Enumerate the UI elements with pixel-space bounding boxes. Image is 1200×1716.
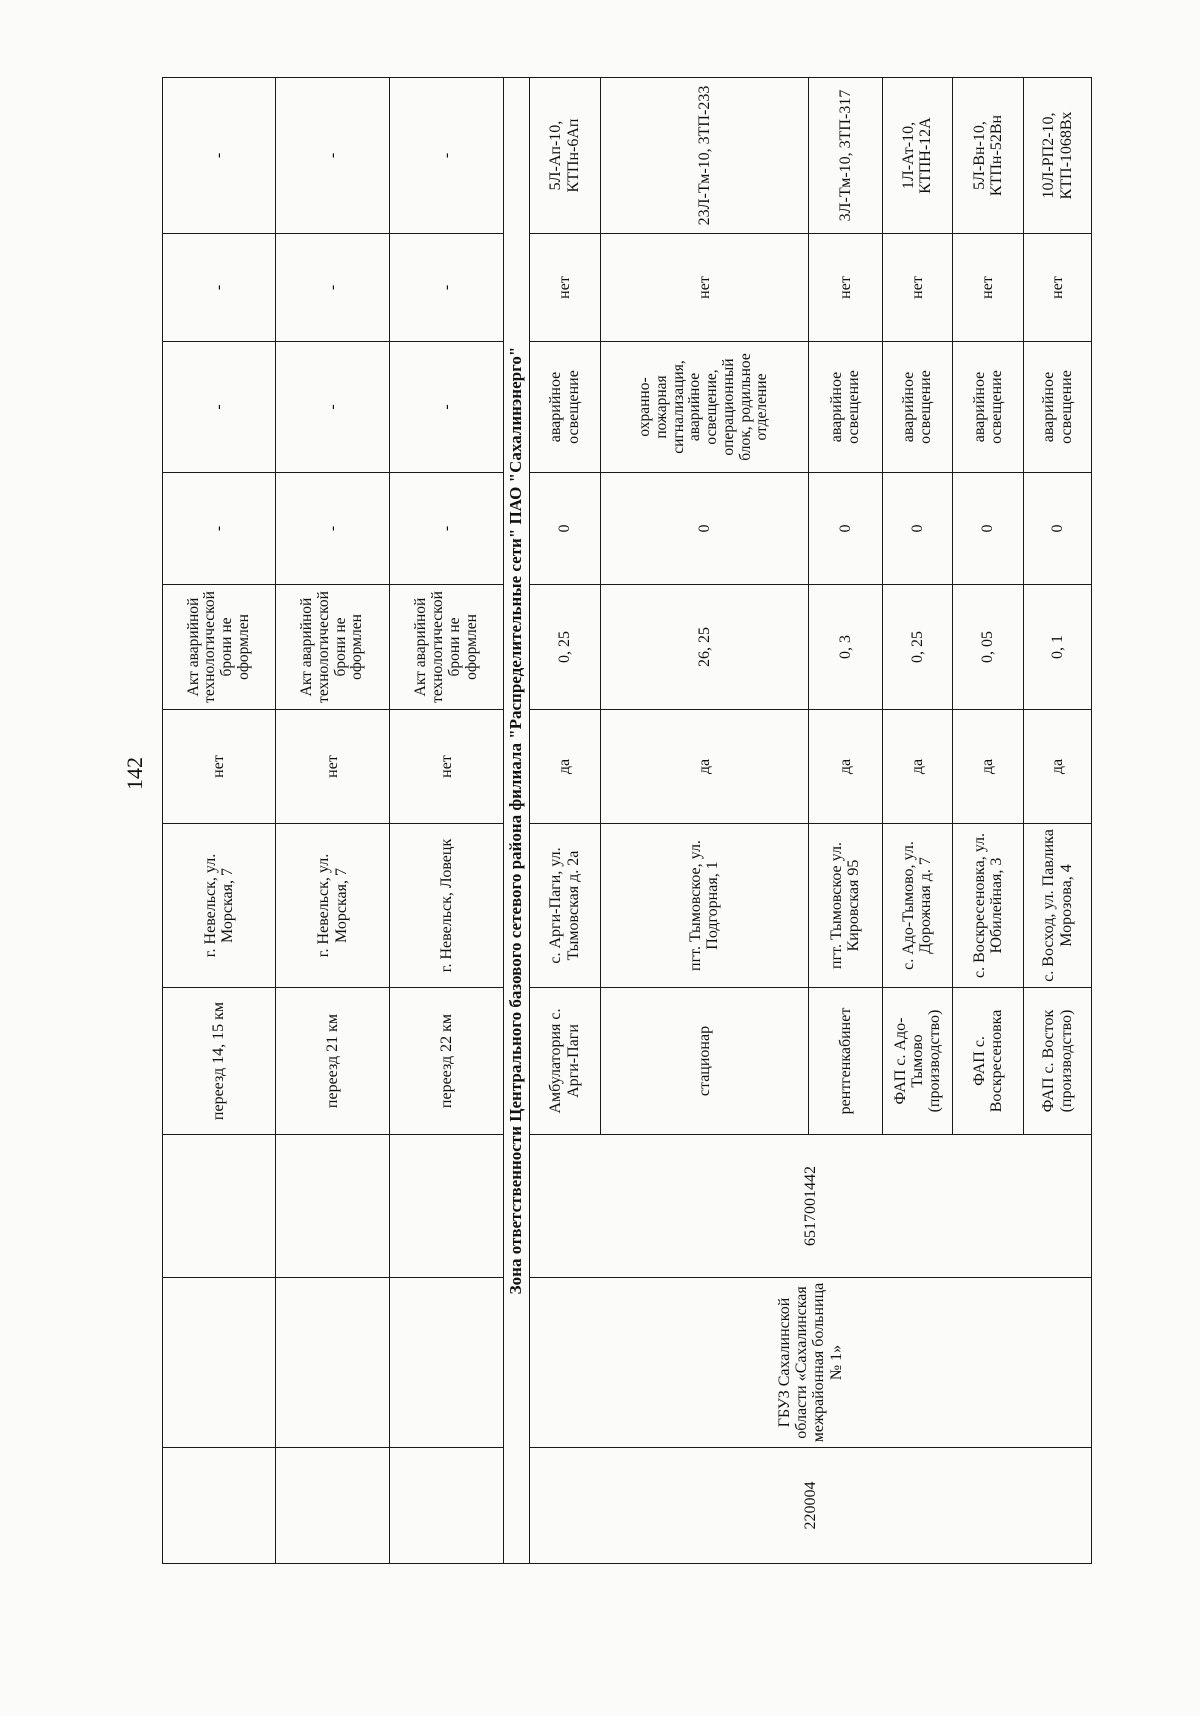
address-cell: с. Восход, ул. Павлика Морозова, 4	[1024, 824, 1092, 988]
autonomous-cell: -	[390, 234, 504, 342]
reserve-cell: нет	[163, 710, 276, 824]
code-cell	[276, 1448, 390, 1564]
address-cell: г. Невельск, Ловецк	[390, 824, 504, 988]
reserve-cell: да	[882, 710, 952, 824]
object-cell: переезд 22 км	[390, 988, 504, 1135]
object-cell: стационар	[600, 988, 808, 1135]
feed-cell: 23Л-Тм-10, 3ТП-233	[600, 78, 808, 234]
feed-cell: 5Л-Ап-10, КТПн-6Ап	[529, 78, 600, 234]
autonomous-cell: нет	[808, 234, 882, 342]
object-cell: Амбулатория с. Арги-Паги	[529, 988, 600, 1135]
feed-cell: -	[163, 78, 276, 234]
power-cell: Акт аварийной технологической брони не оформлен	[163, 585, 276, 710]
power-cell: 0, 1	[1024, 585, 1092, 710]
power2-cell: 0	[808, 473, 882, 585]
org-name-cell: ГБУЗ Сахалинской области «Сахалинская межрайонная больница № 1»	[529, 1278, 1091, 1448]
systems-cell: охранно-пожарная сигнализация, аварийное освещение, операционный блок, родильное отделение	[600, 342, 808, 473]
power-cell: 0, 3	[808, 585, 882, 710]
address-cell: пгт. Тымовское ул. Кировская 95	[808, 824, 882, 988]
systems-cell: -	[163, 342, 276, 473]
object-cell: переезд 14, 15 км	[163, 988, 276, 1135]
object-cell: ФАП с. Восток (производство)	[1024, 988, 1092, 1135]
reserve-cell: да	[529, 710, 600, 824]
feed-cell: 3Л-Тм-10, 3ТП-317	[808, 78, 882, 234]
code-cell	[390, 1448, 504, 1564]
address-cell: с. Воскресеновка, ул. Юбилейная, 3	[952, 824, 1023, 988]
object-cell: рентгенкабинет	[808, 988, 882, 1135]
org-cell	[390, 1278, 504, 1448]
autonomous-cell: нет	[882, 234, 952, 342]
object-cell: ФАП с. Адо-Тымово (производство)	[882, 988, 952, 1135]
power2-cell: 0	[600, 473, 808, 585]
autonomous-cell: -	[163, 234, 276, 342]
power2-cell: -	[390, 473, 504, 585]
power-cell: Акт аварийной технологической брони не оформлен	[390, 585, 504, 710]
power2-cell: -	[276, 473, 390, 585]
address-cell: с. Адо-Тымово, ул. Дорожная д. 7	[882, 824, 952, 988]
address-cell: пгт. Тымовское, ул. Подгорная, 1	[600, 824, 808, 988]
systems-cell: аварийное освещение	[1024, 342, 1092, 473]
table-row	[529, 78, 600, 1564]
systems-cell: -	[390, 342, 504, 473]
feed-cell: 5Л-Вн-10, КТПн-52Вн	[952, 78, 1023, 234]
inn-cell	[276, 1135, 390, 1278]
autonomous-cell: нет	[952, 234, 1023, 342]
power2-cell: -	[163, 473, 276, 585]
systems-cell: -	[276, 342, 390, 473]
inn-cell	[390, 1135, 504, 1278]
power-cell: Акт аварийной технологической брони не оформлен	[276, 585, 390, 710]
reserve-cell: да	[952, 710, 1023, 824]
section-heading: Зона ответственности Центрального базового сетевого района филиала "Распределительные сети" ПАО "Сахалинэнерго"	[504, 78, 529, 1564]
feed-cell: -	[390, 78, 504, 234]
systems-cell: аварийное освещение	[882, 342, 952, 473]
power2-cell: 0	[1024, 473, 1092, 585]
power-cell: 0, 05	[952, 585, 1023, 710]
org-cell	[276, 1278, 390, 1448]
page-number: 142	[122, 757, 147, 790]
systems-cell: аварийное освещение	[808, 342, 882, 473]
rotated-table-container	[162, 78, 1092, 1564]
section-heading-row	[504, 78, 529, 1564]
inn-cell	[163, 1135, 276, 1278]
power-cell: 0, 25	[529, 585, 600, 710]
reserve-cell: да	[808, 710, 882, 824]
power2-cell: 0	[529, 473, 600, 585]
org-code-cell: 220004	[529, 1448, 1091, 1564]
autonomous-cell: -	[276, 234, 390, 342]
systems-cell: аварийное освещение	[952, 342, 1023, 473]
reserve-cell: да	[600, 710, 808, 824]
org-cell	[163, 1278, 276, 1448]
power-cell: 0, 25	[882, 585, 952, 710]
address-cell: с. Арги-Паги, ул. Тымовская д. 2а	[529, 824, 600, 988]
autonomous-cell: нет	[529, 234, 600, 342]
feed-cell: -	[276, 78, 390, 234]
feed-cell: 10Л-РП2-10, КТП-1068Вх	[1024, 78, 1092, 234]
address-cell: г. Невельск, ул. Морская, 7	[163, 824, 276, 988]
systems-cell: аварийное освещение	[529, 342, 600, 473]
reserve-cell: нет	[276, 710, 390, 824]
code-cell	[163, 1448, 276, 1564]
address-cell: г. Невельск, ул. Морская, 7	[276, 824, 390, 988]
data-table	[162, 77, 1092, 1564]
autonomous-cell: нет	[600, 234, 808, 342]
table-row	[276, 78, 390, 1564]
power2-cell: 0	[882, 473, 952, 585]
power-cell: 26, 25	[600, 585, 808, 710]
object-cell: ФАП с. Воскресеновка	[952, 988, 1023, 1135]
autonomous-cell: нет	[1024, 234, 1092, 342]
table-row	[163, 78, 276, 1564]
reserve-cell: да	[1024, 710, 1092, 824]
feed-cell: 1Л-Ат-10, КТПН-12А	[882, 78, 952, 234]
object-cell: переезд 21 км	[276, 988, 390, 1135]
table-row	[390, 78, 504, 1564]
reserve-cell: нет	[390, 710, 504, 824]
org-inn-cell: 6517001442	[529, 1135, 1091, 1278]
power2-cell: 0	[952, 473, 1023, 585]
